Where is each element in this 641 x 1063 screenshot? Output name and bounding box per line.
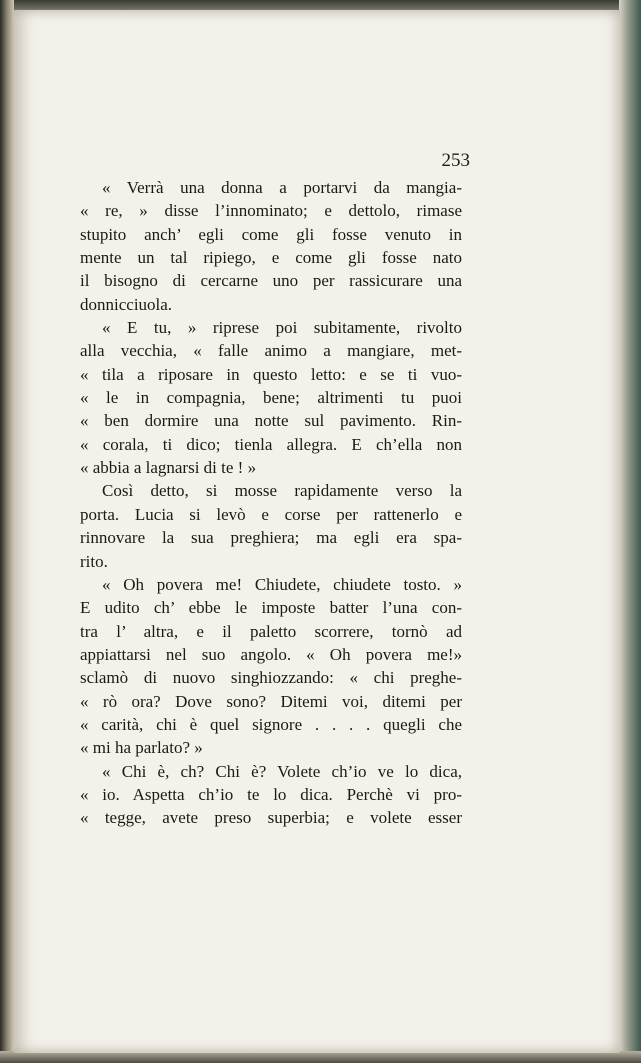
- text-line: appiattarsi nel suo angolo. « Oh povera me!»: [80, 644, 462, 664]
- text-line: rito.: [80, 551, 108, 571]
- text-line: porta. Lucia si levò e corse per rattenerlo e: [80, 504, 462, 524]
- book-left-edge: [0, 0, 14, 1063]
- page-text: [80, 176, 462, 830]
- text-line: « Verrà una donna a portarvi da mangia-: [102, 178, 462, 197]
- text-line: « carità, chi è quel signore . . . . quegli che: [80, 714, 462, 734]
- text-line: « rò ora? Dove sono? Ditemi voi, ditemi per: [80, 691, 462, 711]
- text-line: rinnovare la sua preghiera; ma egli era spa-: [80, 528, 462, 548]
- text-line: Così detto, si mosse rapidamente verso la: [102, 481, 462, 501]
- text-line: « mi ha parlato? »: [80, 738, 203, 758]
- text-line: tra l’ altra, e il paletto scorrere, tornò ad: [80, 621, 462, 641]
- text-line: « le in compagnia, bene; altrimenti tu puoi: [80, 388, 462, 408]
- text-line: « Chi è, ch? Chi è? Volete ch’io ve lo dica,: [102, 761, 462, 781]
- text-line: E udito ch’ ebbe le imposte batter l’una con-: [80, 598, 462, 618]
- page-number: 253: [441, 150, 470, 171]
- text-line: mente un tal ripiego, e come gli fosse nato: [80, 248, 462, 268]
- text-line: alla vecchia, « falle animo a mangiare, met-: [80, 341, 462, 361]
- text-line: « E tu, » riprese poi subitamente, rivolto: [102, 318, 462, 338]
- text-line: il bisogno di cercarne uno per rassicurare una: [80, 271, 462, 291]
- text-line: « tegge, avete preso superbia; e volete esser: [80, 808, 462, 828]
- book-right-edge: [619, 0, 641, 1063]
- text-line: « abbia a lagnarsi di te ! »: [80, 458, 257, 478]
- text-line: « io. Aspetta ch’io te lo dica. Perchè vi pro-: [80, 784, 462, 804]
- text-line: « corala, ti dico; tienla allegra. E ch’ella non: [80, 434, 462, 454]
- text-line: « ben dormire una notte sul pavimento. Rin-: [80, 411, 462, 431]
- text-line: « Oh povera me! Chiudete, chiudete tosto. »: [102, 574, 462, 594]
- text-line: « tila a riposare in questo letto: e se ti vuo-: [80, 364, 462, 384]
- text-line: stupito anch’ egli come gli fosse venuto in: [80, 224, 462, 244]
- text-line: donnicciuola.: [80, 294, 173, 314]
- text-line: « re, » disse l’innominato; e dettolo, rimase: [80, 201, 462, 221]
- text-line: sclamò di nuovo singhiozzando: « chi preghe-: [80, 668, 462, 688]
